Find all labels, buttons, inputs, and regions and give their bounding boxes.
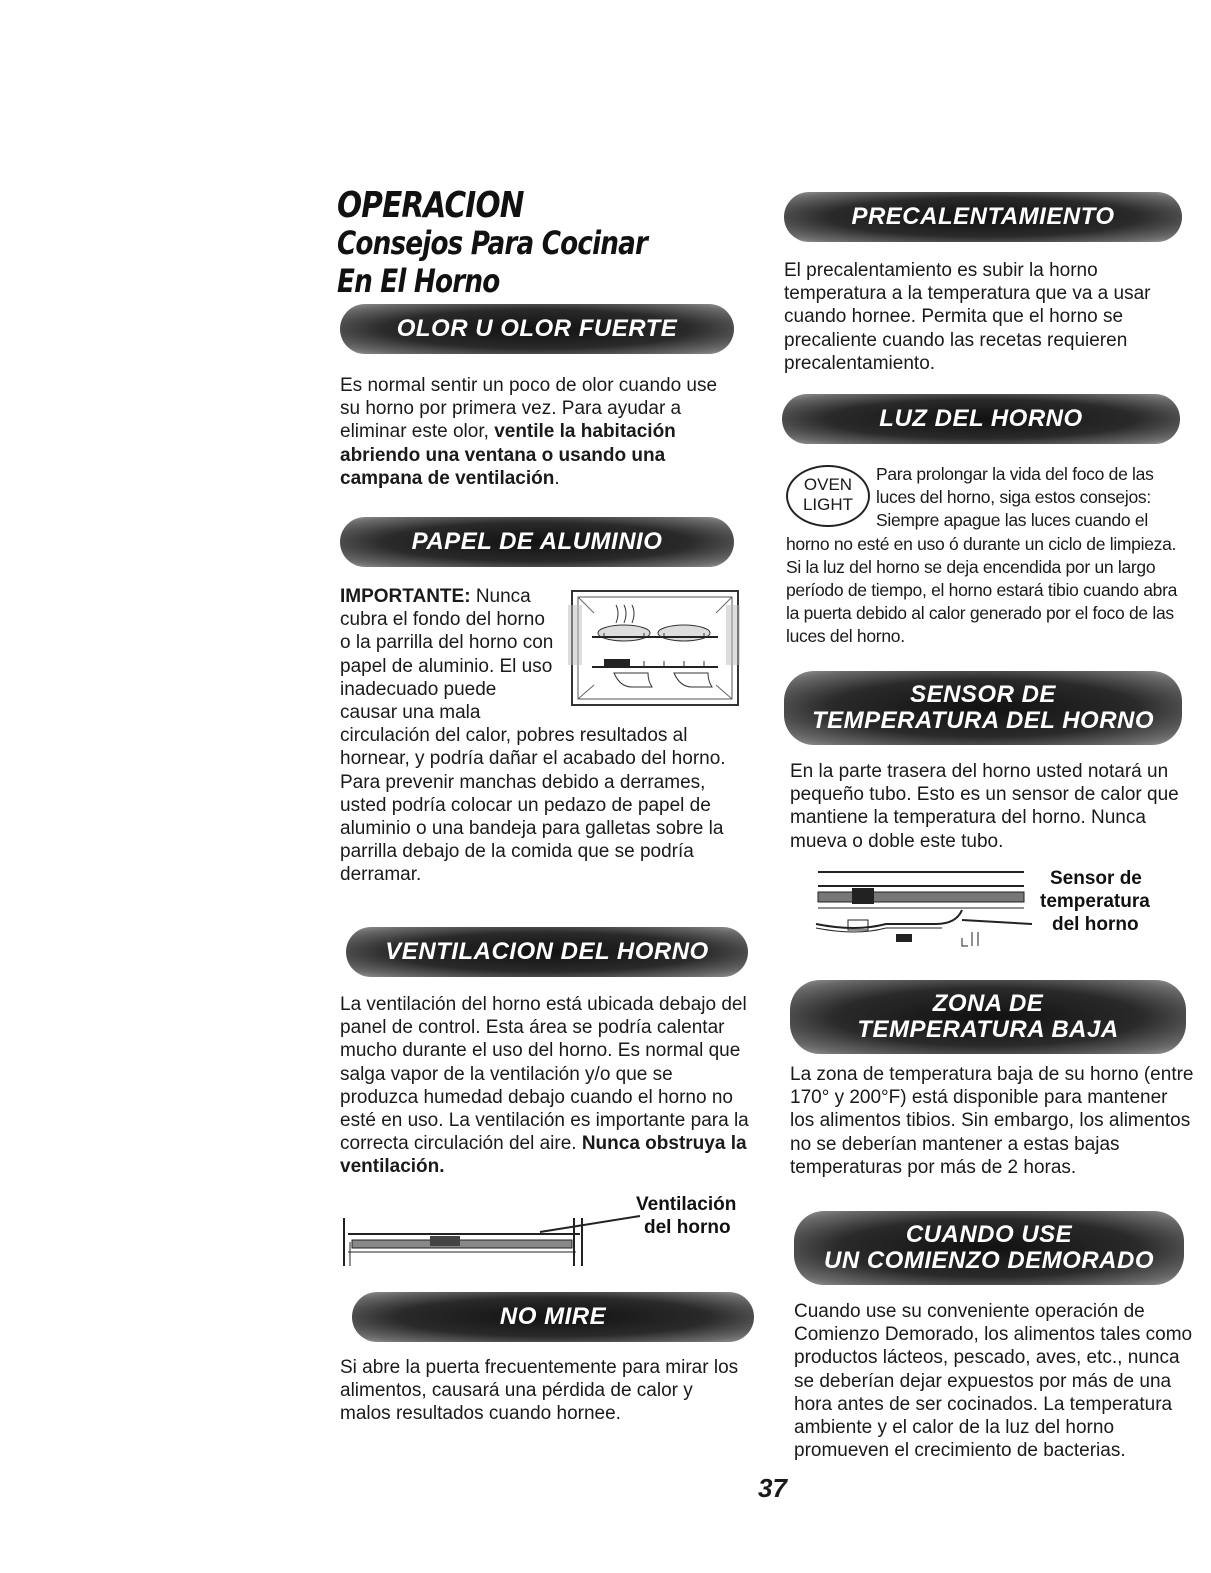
oven-light-badge [786, 465, 870, 527]
luz-text: Para prolongar la vida del foco de las luces del horno, siga estos consejos: Siempre apague las luces cuando el horno no esté en uso ó durante un ciclo de limpieza. Si la luz del horno se deja encendida por un largo período de tiempo, el horno estará tibio cuando abra la puerta debido al calor generado por el foco de las luces del horno. [786, 464, 1178, 647]
banner-demorado-label [824, 1222, 1154, 1274]
ventilacion-caption [636, 1193, 736, 1239]
ventilacion-text: La ventilación del horno está ubicada debajo del panel de control. Esta área se podría calentar mucho durante el uso del horno. Es normal que salga vapor de la ventilación y/o que se produzca humedad debajo cuando el horno no esté en uso. La ventilación es importante para la correcta circulación del aire. [340, 994, 749, 1155]
banner-olor-label: OLOR U OLOR FUERTE [396, 315, 678, 342]
zona-paragraph: La zona de temperatura baja de su horno (entre 170° y 200°F) está disponible para mantener los alimentos tibios. Sin embargo, los alimentos no se deberían mantener a estas bajas temperaturas por más de 2 horas. [790, 1064, 1194, 1178]
sensor-paragraph: En la parte trasera del horno usted notará un pequeño tubo. Esto es un sensor de calor que mantiene la temperatura del horno. Nunca mueva o doble este tubo. [790, 761, 1179, 852]
precalentamiento-paragraph: El precalentamiento es subir la horno temperatura a la temperatura que va a usar cuando hornee. Permita que el horno se precaliente cuando las recetas requieren precalentamiento. [784, 260, 1151, 374]
ventilacion-text-bold: Nunca obstruya la ventilación. [340, 1133, 747, 1178]
oven-light-badge-line1: OVEN [803, 475, 853, 494]
banner-zona-line2: TEMPERATURA BAJA [857, 1016, 1119, 1043]
banner-luz [782, 394, 1180, 444]
banner-precalentamiento [784, 192, 1182, 242]
banner-demorado [794, 1211, 1184, 1285]
olor-text-bold: ventile la habitación abriendo una ventana o usando una campana de ventilación [340, 421, 676, 489]
olor-paragraph [340, 374, 740, 490]
sensor-caption-line1: Sensor de [1050, 868, 1142, 889]
banner-ventilacion [346, 927, 748, 977]
ventilacion-paragraph [340, 993, 756, 1179]
ventilacion-caption-line1: Ventilación [636, 1194, 737, 1215]
page-number: 37 [758, 1473, 787, 1503]
page-title-line2: En El Horno [337, 262, 500, 300]
oven-rack-illustration [564, 585, 744, 713]
sensor-illustration [812, 868, 1042, 963]
banner-precalentamiento-label: PRECALENTAMIENTO [851, 203, 1115, 230]
oven-light-badge-line2: LIGHT [802, 495, 854, 514]
banner-aluminio-label: PAPEL DE ALUMINIO [411, 528, 663, 555]
ventilacion-caption-line2: del horno [644, 1217, 731, 1238]
aluminio-paragraph [340, 585, 750, 887]
banner-sensor-label [812, 682, 1154, 734]
luz-paragraph [786, 463, 1188, 649]
sensor-caption-line3: del horno [1052, 914, 1139, 935]
temperature-sensor-icon [812, 868, 1042, 958]
banner-zona [790, 980, 1186, 1054]
banner-demorado-line1: CUANDO USE [905, 1221, 1073, 1248]
banner-ventilacion-label: VENTILACION DEL HORNO [385, 938, 709, 965]
banner-zona-label [857, 991, 1118, 1043]
vent-illustration [340, 1212, 640, 1277]
banner-olor [340, 304, 734, 354]
banner-sensor-line1: SENSOR DE [910, 681, 1056, 708]
no-mire-paragraph: Si abre la puerta frecuentemente para mirar los alimentos, causará una pérdida de calor y malos resultados cuando hornee. [340, 1357, 739, 1425]
vent-icon [340, 1212, 640, 1272]
aluminio-text: Nunca cubra el fondo del horno o la parrilla del horno con papel de aluminio. El uso inadecuado puede causar una mala circulación del calor, pobres resultados al hornear, y podría dañar el acabado del horno. Para prevenir manchas debido a derrames, usted podría colocar un pedazo de papel de aluminio o una bandeja para galletas sobre la parrilla debajo de la comida que se podría derramar. [340, 586, 726, 886]
olor-text-end: . [554, 467, 560, 489]
oven-rack-icon [564, 585, 744, 711]
banner-no-mire-label: NO MIRE [499, 1303, 607, 1330]
banner-zona-line1: ZONA DE [932, 990, 1044, 1017]
banner-luz-label: LUZ DEL HORNO [879, 405, 1083, 432]
olor-text: Es normal sentir un poco de olor cuando use su horno por primera vez. Para ayudar a eliminar este olor, [340, 375, 718, 443]
banner-aluminio [340, 517, 734, 567]
banner-sensor-line2: TEMPERATURA DEL HORNO [811, 707, 1155, 734]
demorado-paragraph: Cuando use su conveniente operación de Comienzo Demorado, los alimentos tales como productos lácteos, pescado, aves, etc., nunca se deberían dejar expuestos por más de una hora antes de ser cocinados. La temperatura ambiente y el calor de la luz del horno promueven el crecimiento de bacterias. [794, 1301, 1193, 1462]
section-title: OPERACION [337, 185, 524, 226]
aluminio-label: IMPORTANTE: [340, 586, 471, 607]
page-title-line1: Consejos Para Cocinar [337, 224, 648, 262]
sensor-caption-line2: temperatura [1040, 891, 1150, 912]
banner-sensor [784, 671, 1182, 745]
banner-no-mire [352, 1292, 754, 1342]
sensor-caption [1040, 867, 1150, 936]
banner-demorado-line2: UN COMIENZO DEMORADO [824, 1247, 1154, 1274]
